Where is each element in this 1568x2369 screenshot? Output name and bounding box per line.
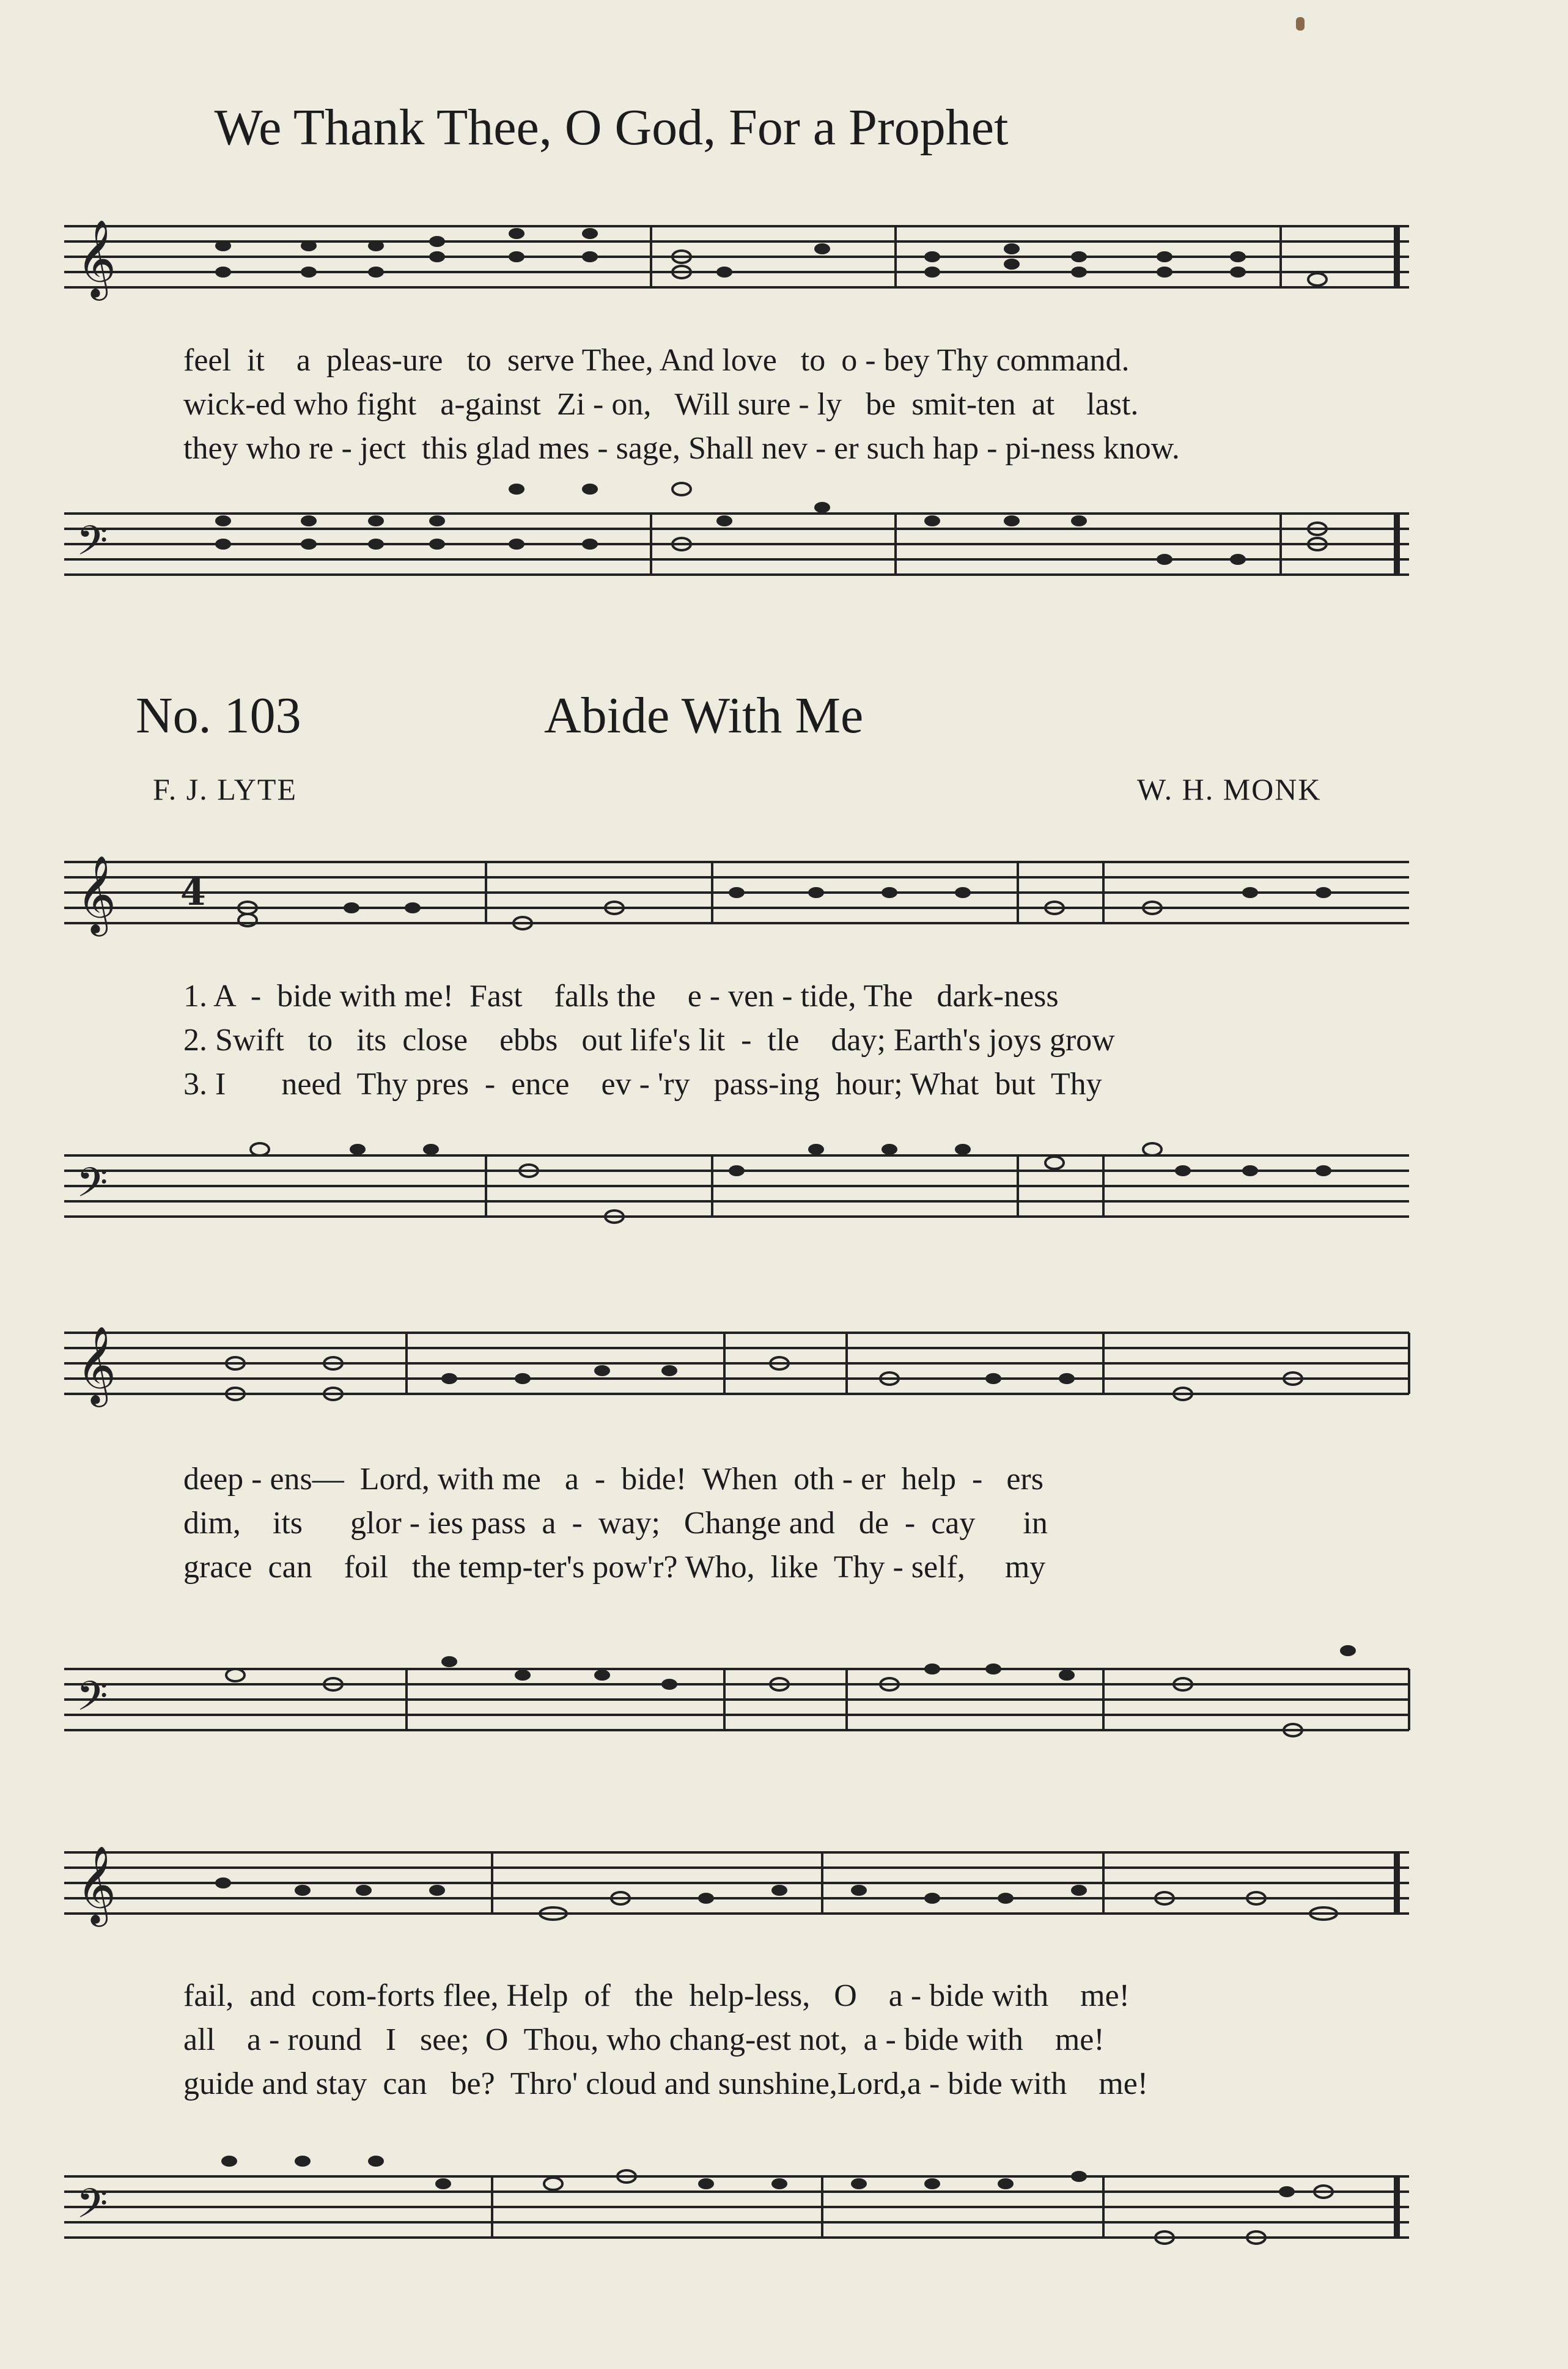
system3-lyric-verse-2: all a - round I see; O Thou, who chang-est not, a - bide with me! (183, 2022, 1105, 2057)
system2-lyric-verse-1: deep - ens— Lord, with me a - bide! When oth - er help - ers (183, 1462, 1043, 1497)
system1-lyric-verse-1: 1. A - bide with me! Fast falls the e - ven - tide, The dark-ness (183, 979, 1059, 1014)
system2-bass-staff (64, 1614, 1421, 1761)
hymn2-title: Abide With Me (544, 687, 864, 744)
hymn1-lyric-verse-2: wick-ed who fight a-gainst Zi - on, Will sure - ly be smit-ten at last. (183, 387, 1139, 422)
svg-text:𝄞: 𝄞 (76, 219, 117, 297)
system2-treble-staff (64, 1302, 1421, 1437)
system1-treble-staff (64, 844, 1421, 966)
system2-lyric-verse-2: dim, its glor - ies pass a - way; Change and de - cay in (183, 1506, 1048, 1541)
lyricist-credit: F. J. LYTE (153, 772, 297, 806)
system3-lyric-verse-3: guide and stay can be? Thro' cloud and sunshine,Lord,a - bide with me! (183, 2066, 1149, 2101)
svg-text:𝄞: 𝄞 (76, 855, 117, 933)
system3-treble-staff (64, 1822, 1421, 1956)
svg-text:𝄢: 𝄢 (76, 1673, 108, 1730)
svg-text:𝄢: 𝄢 (76, 2180, 108, 2237)
composer-credit: W. H. MONK (1137, 772, 1322, 806)
svg-text:𝄢: 𝄢 (76, 1159, 108, 1216)
hymn1-lyric-verse-1: feel it a pleas-ure to serve Thee, And love to o - bey Thy command. (183, 343, 1130, 378)
hymn1-bass-staff (64, 477, 1421, 624)
hymn-number: No. 103 (136, 687, 301, 744)
svg-text:𝄞: 𝄞 (76, 1845, 117, 1923)
system1-bass-staff (64, 1119, 1421, 1241)
svg-text:4: 4 (180, 871, 206, 914)
hymn1-treble-staff (64, 202, 1421, 336)
system2-lyric-verse-3: grace can foil the temp-ter's pow'r? Who, like Thy - self, my (183, 1550, 1046, 1585)
hymn1-lyric-verse-3: they who re - ject this glad mes - sage, Shall nev - er such hap - pi-ness know. (183, 431, 1180, 466)
system1-lyric-verse-3: 3. I need Thy pres - ence ev - 'ry pass-ing hour; What but Thy (183, 1067, 1102, 1102)
system3-lyric-verse-1: fail, and com-forts flee, Help of the help-less, O a - bide with me! (183, 1978, 1130, 2013)
page-speck (1296, 17, 1305, 31)
hymn1-title: We Thank Thee, O God, For a Prophet (214, 99, 1009, 156)
svg-text:𝄢: 𝄢 (76, 517, 108, 574)
system1-lyric-verse-2: 2. Swift to its close ebbs out life's lit - tle day; Earth's joys grow (183, 1023, 1115, 1058)
svg-text:𝄞: 𝄞 (76, 1325, 117, 1404)
system3-bass-staff (64, 2115, 1421, 2274)
